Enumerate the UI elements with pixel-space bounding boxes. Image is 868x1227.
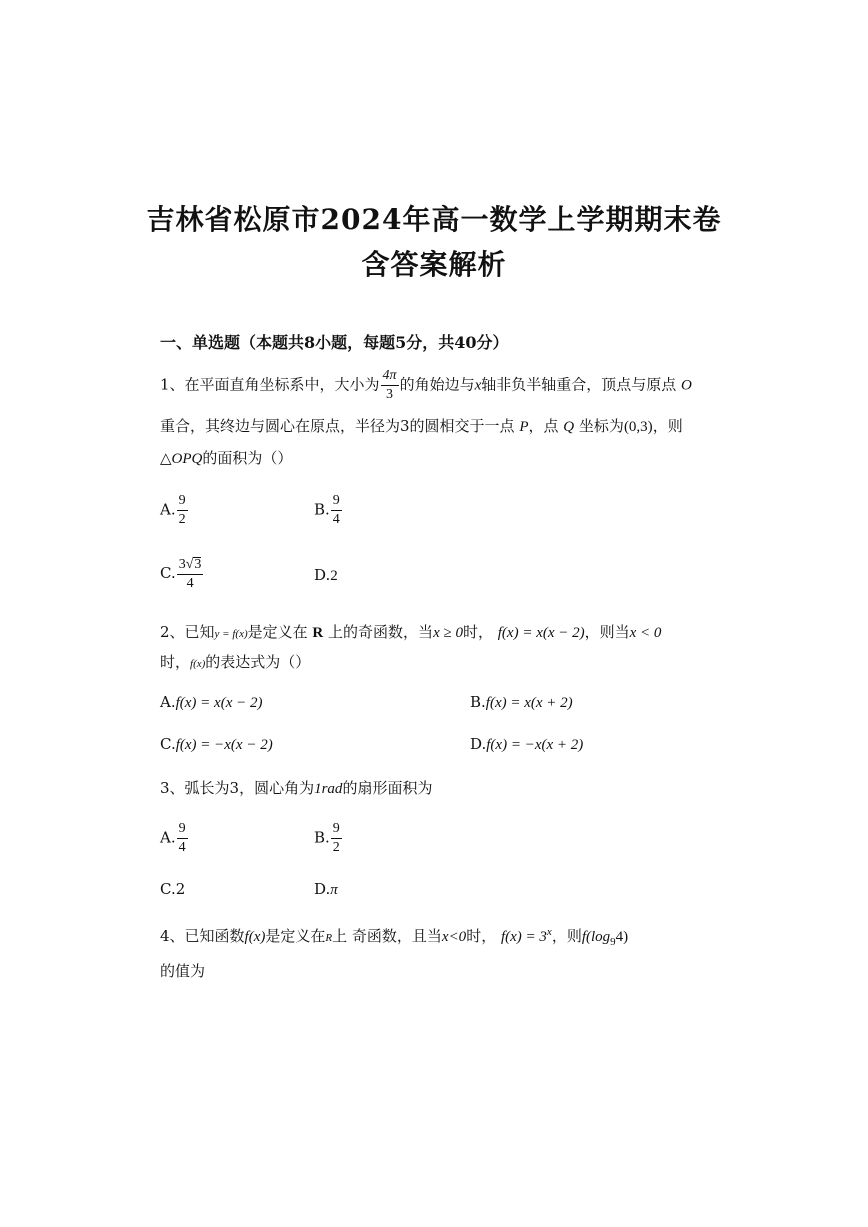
q3-option-b: B. $\frac{9}{2}$ xyxy=(314,821,340,855)
q1-option-a: A. $\frac{9}{2}$ xyxy=(160,493,186,527)
q1-option-b: B. $\frac{9}{4}$ xyxy=(314,493,340,527)
q2-line2: 时，f(x)的表达式为（） xyxy=(160,653,311,671)
q1-angle-fraction: $\frac{4\pi}{3}$ xyxy=(382,368,397,402)
q2-option-d: D.f(x) = −x(x + 2) xyxy=(470,735,584,753)
q2-option-b: B.f(x) = x(x + 2) xyxy=(470,693,573,711)
q3-line1: 3、弧长为3，圆心角为1rad的扇形面积为 xyxy=(160,779,433,797)
q2-line1: 2、已知y = f(x)是定义在 R 上的奇函数，当x ≥ 0时， f(x) = x(x − 2)，则当x < 0 xyxy=(160,623,662,641)
q2-option-a: A.f(x) = x(x − 2) xyxy=(160,693,263,711)
page-title: 吉林省松原市2024年高一数学上学期期末卷 xyxy=(146,203,722,236)
q4-line1: 4、已知函数f(x)是定义在R上 奇函数，且当x<0时， $f(x) = 3^x$，则$f(\log_94)$ xyxy=(160,926,629,948)
section-heading: 一、单选题（本题共8小题，每题5分，共40分） xyxy=(160,333,509,352)
q3-option-c: C.2 xyxy=(160,880,186,898)
q1-line2: 重合，其终边与圆心在原点，半径为3的圆相交于一点 P，点 Q 坐标为(0,3)，则 xyxy=(160,417,683,435)
q1-option-d: D.2 xyxy=(314,566,338,584)
q4-line2: 的值为 xyxy=(160,962,206,980)
q1-option-c: C. $\frac{3√3}{4}$ xyxy=(160,557,202,591)
q3-option-d: D.π xyxy=(314,880,338,898)
q3-option-a: A. $\frac{9}{4}$ xyxy=(160,821,186,855)
q1-line1: 1、在平面直角坐标系中，大小为 $\frac{4\pi}{3}$ 的角始边与x轴非负半轴重合，顶点与原点 O xyxy=(160,368,692,402)
q1-line3: △OPQ的面积为（） xyxy=(160,449,293,467)
page-subtitle: 含答案解析 xyxy=(361,248,507,281)
q2-option-c: C.f(x) = −x(x − 2) xyxy=(160,735,273,753)
